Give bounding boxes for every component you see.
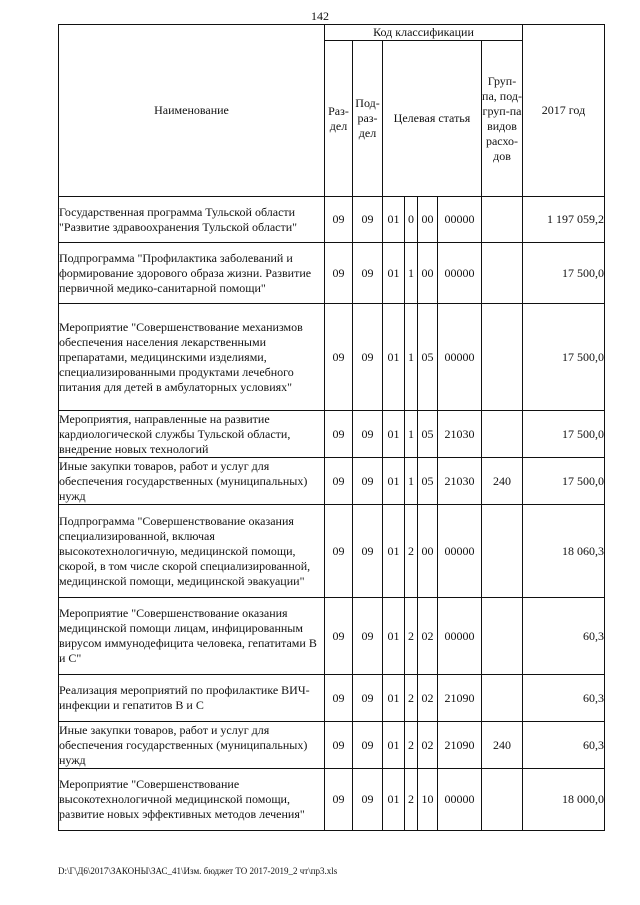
row-amount: 17 500,0 [523, 411, 605, 458]
table-row [59, 769, 605, 831]
row-expense-type [482, 304, 523, 411]
row-target-event: 05 [418, 304, 438, 411]
row-amount: 18 000,0 [523, 769, 605, 831]
row-target-event: 10 [418, 769, 438, 831]
row-amount: 1 197 059,2 [523, 197, 605, 243]
header-year: 2017 год [523, 25, 605, 197]
row-target-program: 01 [383, 458, 405, 505]
row-target-subprogram: 1 [405, 304, 418, 411]
row-podrazdel: 09 [353, 505, 383, 598]
table-row [59, 304, 605, 411]
row-target-subprogram: 2 [405, 505, 418, 598]
row-target-program: 01 [383, 505, 405, 598]
row-target-program: 01 [383, 411, 405, 458]
page-number: 142 [311, 9, 329, 23]
row-podrazdel: 09 [353, 598, 383, 675]
row-target-direction: 00000 [438, 304, 482, 411]
row-razdel: 09 [325, 197, 353, 243]
row-target-direction: 21090 [438, 722, 482, 769]
row-razdel: 09 [325, 505, 353, 598]
row-amount: 60,3 [523, 675, 605, 722]
row-target-program: 01 [383, 197, 405, 243]
header-target: Целевая статья [383, 41, 482, 197]
table-row [59, 458, 605, 505]
row-expense-type: 240 [482, 722, 523, 769]
row-razdel: 09 [325, 243, 353, 304]
row-target-direction: 00000 [438, 505, 482, 598]
row-razdel: 09 [325, 722, 353, 769]
row-name: Реализация мероприятий по профилактике ВИЧ-инфекции и гепатитов В и С [59, 675, 325, 722]
row-name: Государственная программа Тульской области "Развитие здравоохранения Тульской области" [59, 197, 325, 243]
header-section: Раз-дел [325, 41, 353, 197]
row-target-event: 02 [418, 722, 438, 769]
table-row [59, 722, 605, 769]
row-target-event: 05 [418, 458, 438, 505]
row-target-subprogram: 2 [405, 598, 418, 675]
table-row [59, 675, 605, 722]
row-amount: 60,3 [523, 722, 605, 769]
row-podrazdel: 09 [353, 722, 383, 769]
row-target-event: 00 [418, 197, 438, 243]
row-razdel: 09 [325, 304, 353, 411]
row-target-program: 01 [383, 675, 405, 722]
row-expense-type [482, 411, 523, 458]
row-name: Мероприятие "Совершенствование механизмов обеспечения населения лекарственными препаратами, медицинскими изделиями, специализированными продуктами лечебного питания для детей в амбулаторных условиях" [59, 304, 325, 411]
header-subsection: Под-раз-дел [353, 41, 383, 197]
row-target-subprogram: 2 [405, 675, 418, 722]
row-name: Подпрограмма "Совершенствование оказания специализированной, включая высокотехнологичную, медицинской помощи, скорой, в том числе скорой специализированной, медицинской помощи, медицинской эвакуации" [59, 505, 325, 598]
table-row [59, 598, 605, 675]
row-target-subprogram: 2 [405, 722, 418, 769]
table-row [59, 411, 605, 458]
row-expense-type [482, 197, 523, 243]
row-name: Мероприятие "Совершенствование оказания медицинской помощи лицам, инфицированным вирусом иммунодефицита человека, гепатитами В и С" [59, 598, 325, 675]
row-target-direction: 21090 [438, 675, 482, 722]
row-podrazdel: 09 [353, 769, 383, 831]
row-expense-type [482, 243, 523, 304]
row-target-event: 05 [418, 411, 438, 458]
file-path-footer: D:\Г\Д6\2017\ЗАКОНЫ\ЗАС_41\Изм. бюджет ТО 2017-2019_2 чт\пр3.xls [58, 866, 338, 876]
row-amount: 17 500,0 [523, 458, 605, 505]
row-podrazdel: 09 [353, 304, 383, 411]
row-expense-type [482, 505, 523, 598]
row-podrazdel: 09 [353, 243, 383, 304]
row-razdel: 09 [325, 598, 353, 675]
row-amount: 18 060,3 [523, 505, 605, 598]
row-podrazdel: 09 [353, 411, 383, 458]
header-group: Груп-па, под-груп-па видов расхо-дов [482, 41, 523, 197]
row-target-direction: 21030 [438, 458, 482, 505]
table-row [59, 505, 605, 598]
row-razdel: 09 [325, 675, 353, 722]
row-target-program: 01 [383, 304, 405, 411]
row-target-program: 01 [383, 598, 405, 675]
header-name: Наименование [59, 25, 325, 197]
row-target-program: 01 [383, 243, 405, 304]
budget-table [58, 24, 605, 831]
row-expense-type [482, 598, 523, 675]
row-podrazdel: 09 [353, 458, 383, 505]
row-target-direction: 00000 [438, 243, 482, 304]
row-expense-type [482, 675, 523, 722]
row-target-event: 02 [418, 598, 438, 675]
row-target-subprogram: 2 [405, 769, 418, 831]
row-razdel: 09 [325, 769, 353, 831]
row-target-subprogram: 1 [405, 411, 418, 458]
row-target-direction: 00000 [438, 598, 482, 675]
table-row [59, 197, 605, 243]
row-target-subprogram: 1 [405, 458, 418, 505]
row-target-event: 00 [418, 505, 438, 598]
row-expense-type: 240 [482, 458, 523, 505]
row-target-event: 02 [418, 675, 438, 722]
row-expense-type [482, 769, 523, 831]
row-name: Иные закупки товаров, работ и услуг для обеспечения государственных (муниципальных) нужд [59, 722, 325, 769]
row-name: Мероприятия, направленные на развитие кардиологической службы Тульской области, внедрение новых технологий [59, 411, 325, 458]
row-name: Мероприятие "Совершенствование высокотехнологичной медицинской помощи, развитие новых эффективных методов лечения" [59, 769, 325, 831]
row-target-program: 01 [383, 769, 405, 831]
row-razdel: 09 [325, 458, 353, 505]
row-podrazdel: 09 [353, 197, 383, 243]
row-name: Подпрограмма "Профилактика заболеваний и формирование здорового образа жизни. Развитие первичной медико-санитарной помощи" [59, 243, 325, 304]
row-name: Иные закупки товаров, работ и услуг для обеспечения государственных (муниципальных) нужд [59, 458, 325, 505]
row-target-program: 01 [383, 722, 405, 769]
row-target-direction: 21030 [438, 411, 482, 458]
row-razdel: 09 [325, 411, 353, 458]
row-target-event: 00 [418, 243, 438, 304]
row-target-subprogram: 1 [405, 243, 418, 304]
row-podrazdel: 09 [353, 675, 383, 722]
row-amount: 60,3 [523, 598, 605, 675]
row-target-direction: 00000 [438, 769, 482, 831]
row-target-subprogram: 0 [405, 197, 418, 243]
row-amount: 17 500,0 [523, 304, 605, 411]
row-target-direction: 00000 [438, 197, 482, 243]
table-row [59, 243, 605, 304]
header-code: Код классификации [325, 25, 523, 41]
row-amount: 17 500,0 [523, 243, 605, 304]
